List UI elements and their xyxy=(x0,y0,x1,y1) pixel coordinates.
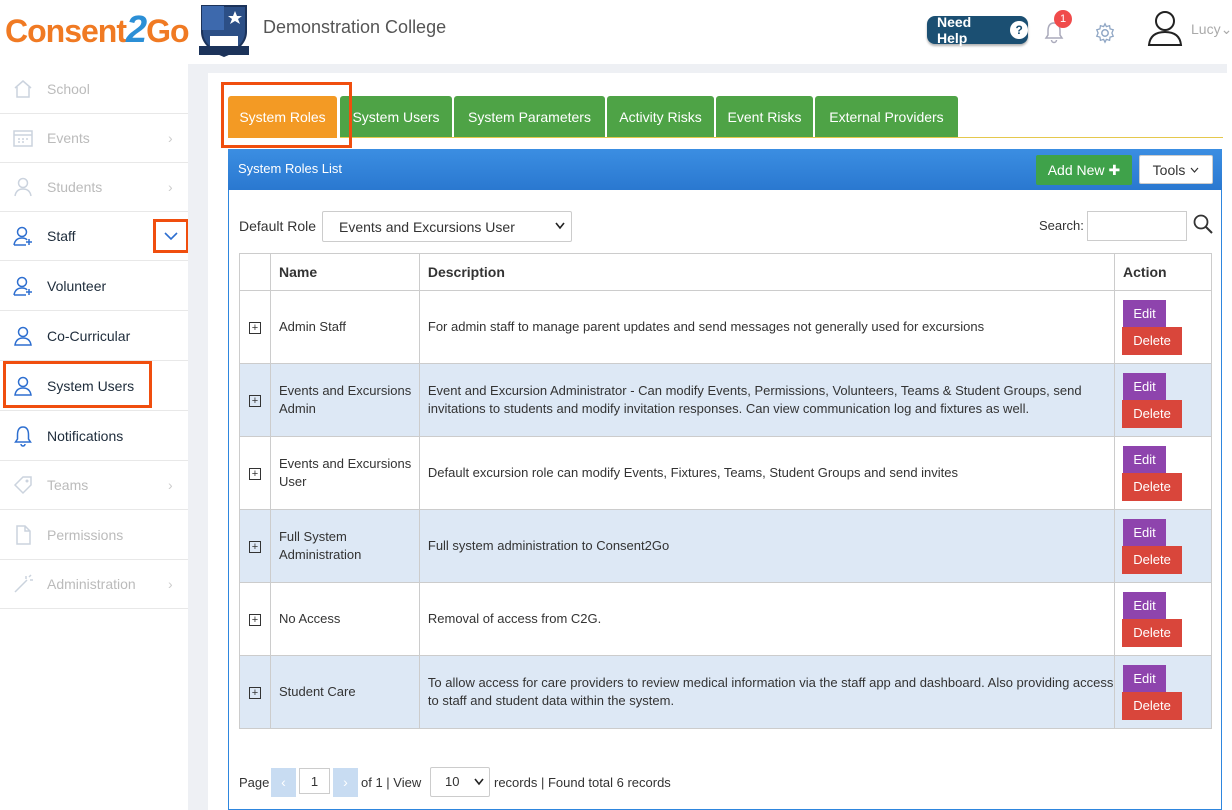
sidebar-item-permissions[interactable] xyxy=(0,510,188,560)
sidebar-item-label: Volunteer xyxy=(47,277,107,294)
role-description-cell: Full system administration to Consent2Go xyxy=(419,510,1114,583)
sidebar-item-label: Administration xyxy=(47,575,136,592)
edit-button[interactable]: Edit xyxy=(1123,665,1166,692)
bell-icon xyxy=(12,425,34,447)
role-description-cell: For admin staff to manage parent updates and send messages not generally used for excursions xyxy=(419,291,1114,364)
consent2go-logo[interactable] xyxy=(5,9,189,52)
role-name-cell: Admin Staff xyxy=(270,291,419,364)
home-icon xyxy=(12,78,34,100)
panel-title: System Roles List xyxy=(238,161,343,176)
tab-system-parameters[interactable]: System Parameters xyxy=(454,96,605,138)
expand-cell[interactable] xyxy=(240,656,271,729)
chevron-down-icon xyxy=(1190,167,1199,173)
role-description-cell: To allow access for care providers to review medical information via the staff app and dashboard. Also providing access to staff and student data within the system. xyxy=(419,656,1114,729)
user-avatar-icon[interactable] xyxy=(1147,9,1183,47)
need-help-button[interactable] xyxy=(927,16,1028,44)
page-label: Page xyxy=(239,775,270,790)
role-description-cell: Removal of access from C2G. xyxy=(419,583,1114,656)
action-cell xyxy=(1115,437,1212,510)
name-column-header[interactable]: Name xyxy=(270,254,419,291)
search-icon[interactable] xyxy=(1192,213,1214,235)
user-plus-icon xyxy=(12,225,34,247)
sidebar-item-events[interactable] xyxy=(0,113,188,163)
logo-text-go: Go xyxy=(146,13,189,49)
action-cell xyxy=(1115,364,1212,437)
add-new-label: Add New xyxy=(1047,162,1105,178)
action-cell xyxy=(1115,510,1212,583)
user-icon xyxy=(12,325,34,347)
tab-event-risks[interactable]: Event Risks xyxy=(716,96,813,138)
role-name-cell: Student Care xyxy=(270,656,419,729)
records-summary: records | Found total 6 records xyxy=(494,775,671,790)
expand-plus-icon[interactable]: + xyxy=(249,541,261,553)
settings-gear-icon[interactable] xyxy=(1094,22,1116,44)
sidebar-nav xyxy=(0,64,188,810)
page-size-value: 10 xyxy=(445,774,460,789)
staff-expand-toggle[interactable] xyxy=(153,219,189,253)
expand-cell[interactable] xyxy=(240,510,271,583)
sidebar-item-label: Students xyxy=(47,178,103,195)
chevron-down-icon xyxy=(164,231,178,241)
sidebar-item-label: School xyxy=(47,80,90,97)
table-row xyxy=(240,583,1212,656)
sidebar-item-label: Teams xyxy=(47,476,89,493)
role-name-cell: Events and Excursions User xyxy=(270,437,419,510)
edit-button[interactable]: Edit xyxy=(1123,373,1166,400)
table-row xyxy=(240,510,1212,583)
tab-underline xyxy=(340,137,1223,138)
sidebar-item-students[interactable] xyxy=(0,162,188,212)
chevron-down-icon xyxy=(474,778,484,786)
user-menu-name[interactable] xyxy=(1191,21,1232,38)
user-plus-icon xyxy=(12,275,34,297)
edit-button[interactable]: Edit xyxy=(1123,300,1166,327)
notification-count-badge: 1 xyxy=(1054,10,1072,28)
expand-plus-icon[interactable]: + xyxy=(249,322,261,334)
edit-button[interactable]: Edit xyxy=(1123,519,1166,546)
prev-page-button[interactable]: ‹ xyxy=(271,768,296,797)
college-crest-icon xyxy=(196,2,252,58)
expand-plus-icon[interactable]: + xyxy=(249,614,261,626)
default-role-select[interactable] xyxy=(322,211,572,242)
top-header xyxy=(0,0,1232,62)
role-name-cell: No Access xyxy=(270,583,419,656)
next-page-button[interactable]: › xyxy=(333,768,358,797)
tab-system-roles[interactable]: System Roles xyxy=(228,96,337,138)
sidebar-item-notifications[interactable] xyxy=(0,411,188,461)
expand-plus-icon[interactable]: + xyxy=(249,468,261,480)
chevron-down-icon: ⌄ xyxy=(1220,21,1232,37)
tab-system-users[interactable]: System Users xyxy=(340,96,452,138)
tools-dropdown-button[interactable] xyxy=(1139,155,1213,184)
sidebar-item-label: Staff xyxy=(47,227,76,244)
chevron-right-icon: › xyxy=(168,129,173,146)
sidebar-item-label: Events xyxy=(47,129,90,146)
page-number-input[interactable]: 1 xyxy=(299,768,330,794)
expand-column-header xyxy=(240,254,271,291)
action-cell xyxy=(1115,583,1212,656)
sidebar-item-label: Notifications xyxy=(47,427,124,444)
sidebar-item-volunteer[interactable] xyxy=(0,261,188,311)
role-description-cell: Event and Excursion Administrator - Can modify Events, Permissions, Volunteers, Teams & Student Groups, send invitations to students and modify invitation responses. Can view communication log and fixtures as well. xyxy=(419,364,1114,437)
chevron-right-icon: › xyxy=(168,476,173,493)
delete-button[interactable]: Delete xyxy=(1122,327,1182,355)
logo-text-consent: Consent xyxy=(5,13,126,49)
sidebar-item-label: Co-Curricular xyxy=(47,327,131,344)
need-help-label: Need Help xyxy=(937,14,972,46)
table-row xyxy=(240,291,1212,364)
sidebar-item-teams[interactable] xyxy=(0,460,188,510)
action-cell xyxy=(1115,656,1212,729)
table-row xyxy=(240,437,1212,510)
logo-text-2: 2 xyxy=(126,9,147,51)
role-description-cell: Default excursion role can modify Events, Fixtures, Teams, Student Groups and send invites xyxy=(419,437,1114,510)
sidebar-item-school[interactable] xyxy=(0,64,188,114)
expand-cell[interactable] xyxy=(240,364,271,437)
search-label: Search: xyxy=(1039,218,1084,233)
add-new-button[interactable] xyxy=(1036,155,1132,185)
delete-button[interactable]: Delete xyxy=(1122,400,1182,428)
system-users-highlight-box xyxy=(3,361,152,408)
plus-icon: ✚ xyxy=(1108,161,1121,178)
sidebar-item-co-curricular[interactable] xyxy=(0,311,188,361)
tab-activity-risks[interactable]: Activity Risks xyxy=(607,96,714,138)
tag-icon xyxy=(12,474,34,496)
wand-icon xyxy=(12,573,34,595)
chevron-right-icon: › xyxy=(168,178,173,195)
delete-button[interactable]: Delete xyxy=(1122,619,1182,647)
table-header-row xyxy=(240,254,1212,291)
user-name-label: Lucy xyxy=(1191,21,1221,37)
system-roles-table xyxy=(239,253,1212,729)
edit-button[interactable]: Edit xyxy=(1123,592,1166,619)
page-of-label: of 1 | View xyxy=(361,775,422,790)
table-row xyxy=(240,656,1212,729)
role-name-cell: Events and Excursions Admin xyxy=(270,364,419,437)
document-icon xyxy=(12,524,34,546)
delete-button[interactable]: Delete xyxy=(1122,692,1182,720)
search-input[interactable] xyxy=(1087,211,1187,241)
question-icon: ? xyxy=(1010,21,1028,39)
page-size-select[interactable] xyxy=(430,767,490,797)
chevron-down-icon xyxy=(555,222,565,230)
expand-cell[interactable] xyxy=(240,291,271,364)
sidebar-item-label: Permissions xyxy=(47,526,124,543)
role-name-cell: Full System Administration xyxy=(270,510,419,583)
user-icon xyxy=(12,176,34,198)
chevron-right-icon: › xyxy=(168,575,173,592)
college-name: Demonstration College xyxy=(263,17,447,37)
expand-cell[interactable] xyxy=(240,583,271,656)
default-role-value: Events and Excursions User xyxy=(339,218,515,235)
default-role-label: Default Role xyxy=(239,218,317,234)
delete-button[interactable]: Delete xyxy=(1122,546,1182,574)
description-column-header[interactable]: Description xyxy=(419,254,1114,291)
calendar-icon xyxy=(12,127,34,149)
table-row xyxy=(240,364,1212,437)
tab-external-providers[interactable]: External Providers xyxy=(815,96,958,138)
action-cell xyxy=(1115,291,1212,364)
expand-plus-icon[interactable]: + xyxy=(249,687,261,699)
tools-label: Tools xyxy=(1152,161,1186,178)
edit-button[interactable]: Edit xyxy=(1123,446,1166,473)
delete-button[interactable]: Delete xyxy=(1122,473,1182,501)
sidebar-item-administration[interactable] xyxy=(0,559,188,609)
sidebar-item-label: System Users xyxy=(47,377,135,394)
expand-plus-icon[interactable]: + xyxy=(249,395,261,407)
system-roles-highlight-box xyxy=(221,82,352,148)
expand-cell[interactable] xyxy=(240,437,271,510)
action-column-header: Action xyxy=(1115,254,1212,291)
